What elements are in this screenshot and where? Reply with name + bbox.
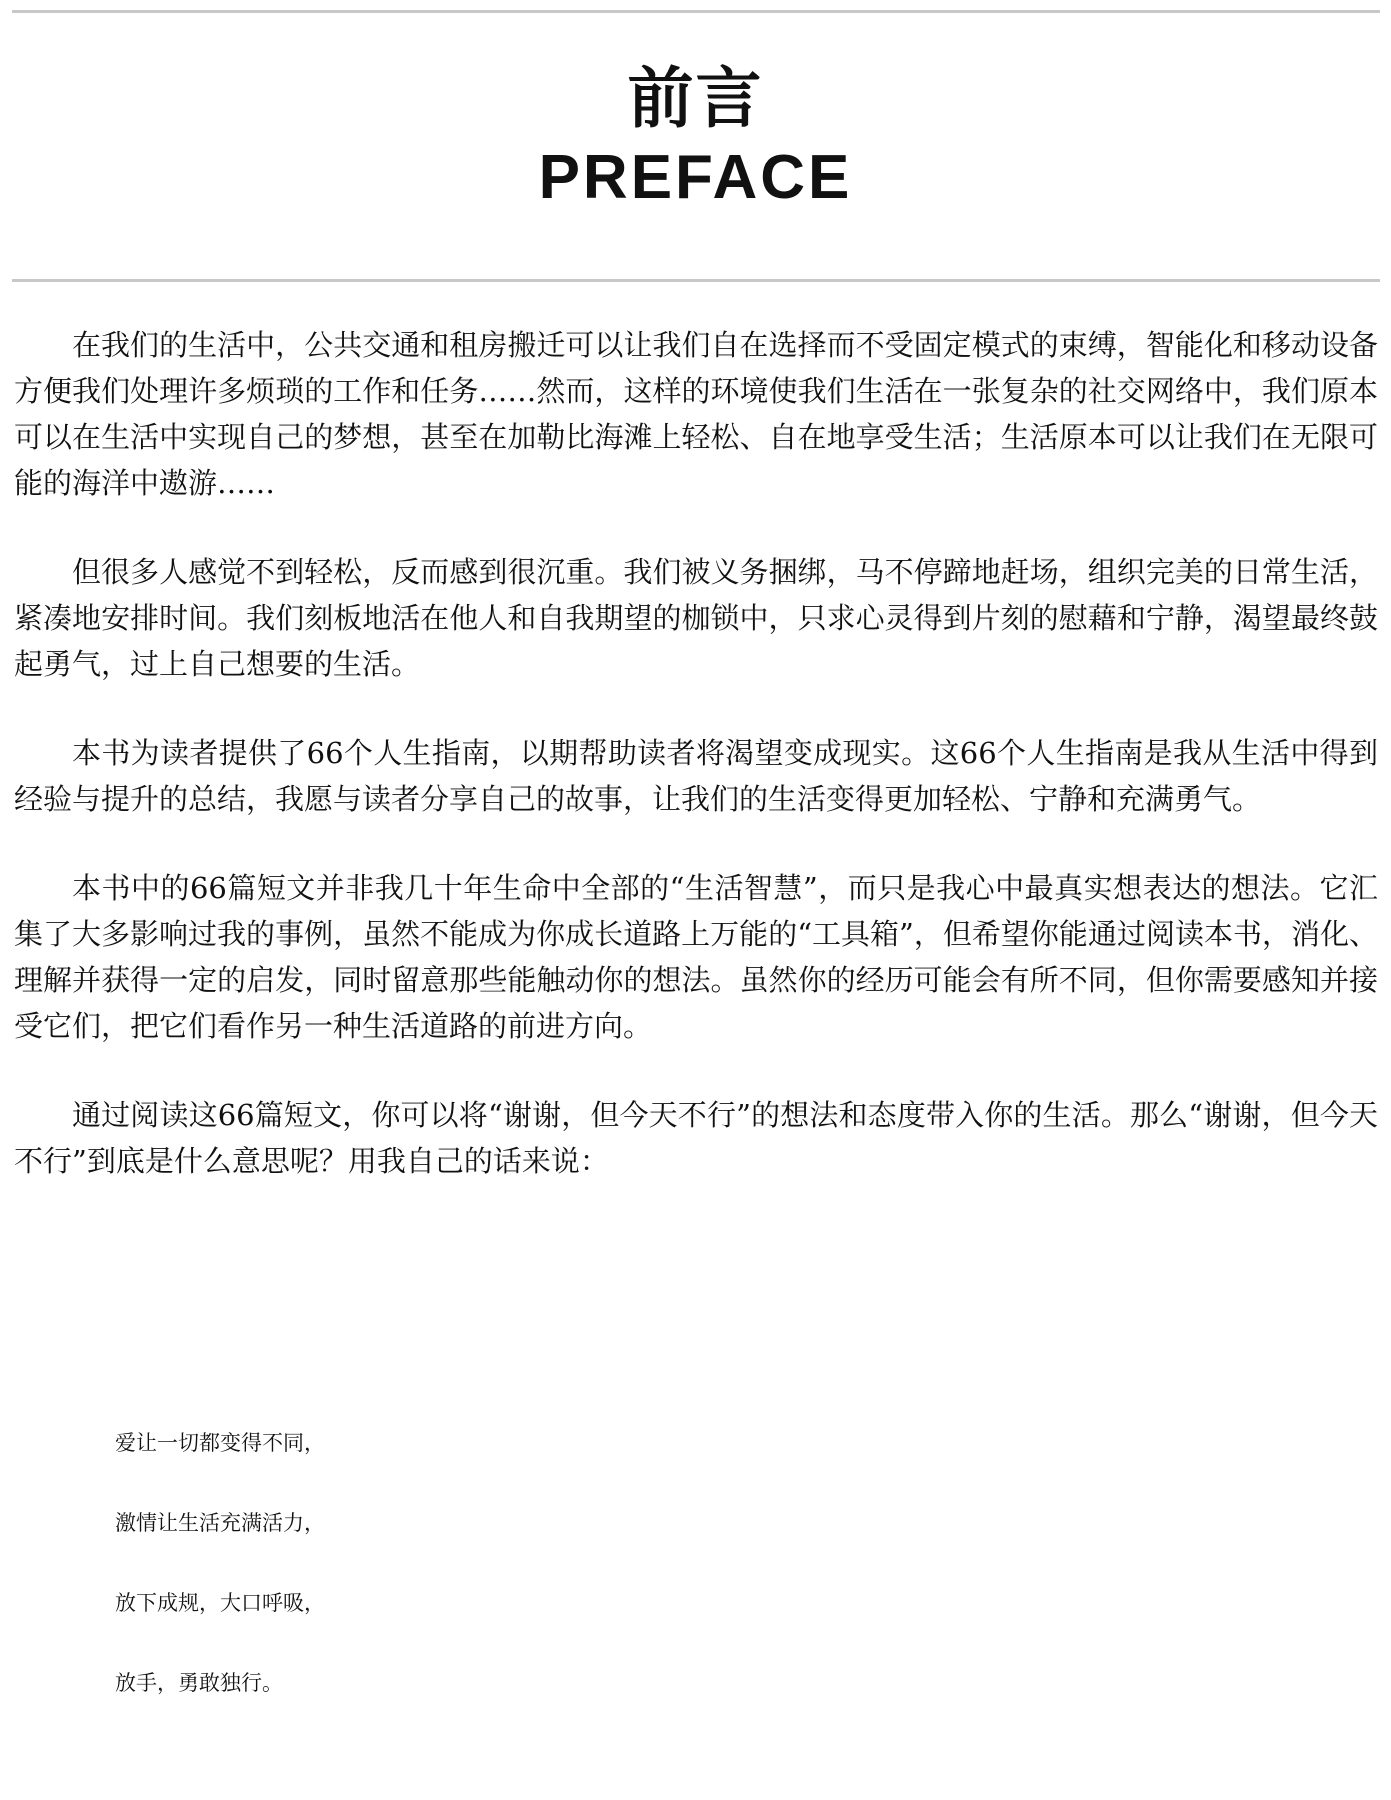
preface-body	[14, 322, 1378, 1227]
page-title-chinese: 前言	[627, 60, 764, 137]
poem-line-3: 放下成规，大口呼吸，	[115, 1591, 325, 1615]
paragraph-1: 在我们的生活中，公共交通和租房搬迁可以让我们自在选择而不受固定模式的束缚，智能化和移动设备方便我们处理许多烦琐的工作和任务……然而，这样的环境使我们生活在一张复杂的社交网络中，我们原本可以在生活中实现自己的梦想，甚至在加勒比海滩上轻松、自在地享受生活；生活原本可以让我们在无限可能的海洋中遨游……	[14, 328, 1378, 500]
poem-line-2: 激情让生活充满活力，	[115, 1511, 325, 1535]
paragraph-5: 通过阅读这66篇短文，你可以将“谢谢，但今天不行”的想法和态度带入你的生活。那么“谢谢，但今天不行”到底是什么意思呢？用我自己的话来说：	[14, 1098, 1378, 1178]
paragraph-2: 但很多人感觉不到轻松，反而感到很沉重。我们被义务捆绑，马不停蹄地赶场，组织完美的日常生活，紧凑地安排时间。我们刻板地活在他人和自我期望的枷锁中，只求心灵得到片刻的慰藉和宁静，渴望最终鼓起勇气，过上自己想要的生活。	[14, 555, 1378, 681]
paragraph-4: 本书中的66篇短文并非我几十年生命中全部的“生活智慧”，而只是我心中最真实想表达的想法。它汇集了大多影响过我的事例，虽然不能成为你成长道路上万能的“工具箱”，但希望你能通过阅读本书，消化、理解并获得一定的启发，同时留意那些能触动你的想法。虽然你的经历可能会有所不同，但你需要感知并接受它们，把它们看作另一种生活道路的前进方向。	[14, 871, 1378, 1043]
poem-block	[115, 1428, 325, 1748]
poem-line-4: 放手，勇敢独行。	[115, 1671, 283, 1695]
page-title-english: PREFACE	[538, 143, 853, 212]
title-divider	[12, 279, 1380, 282]
poem-line-1: 爱让一切都变得不同，	[115, 1431, 325, 1455]
paragraph-3: 本书为读者提供了66个人生指南，以期帮助读者将渴望变成现实。这66个人生指南是我从生活中得到经验与提升的总结，我愿与读者分享自己的故事，让我们的生活变得更加轻松、宁静和充满勇气。	[14, 736, 1378, 816]
top-divider	[12, 10, 1380, 13]
title-block	[0, 58, 1391, 216]
